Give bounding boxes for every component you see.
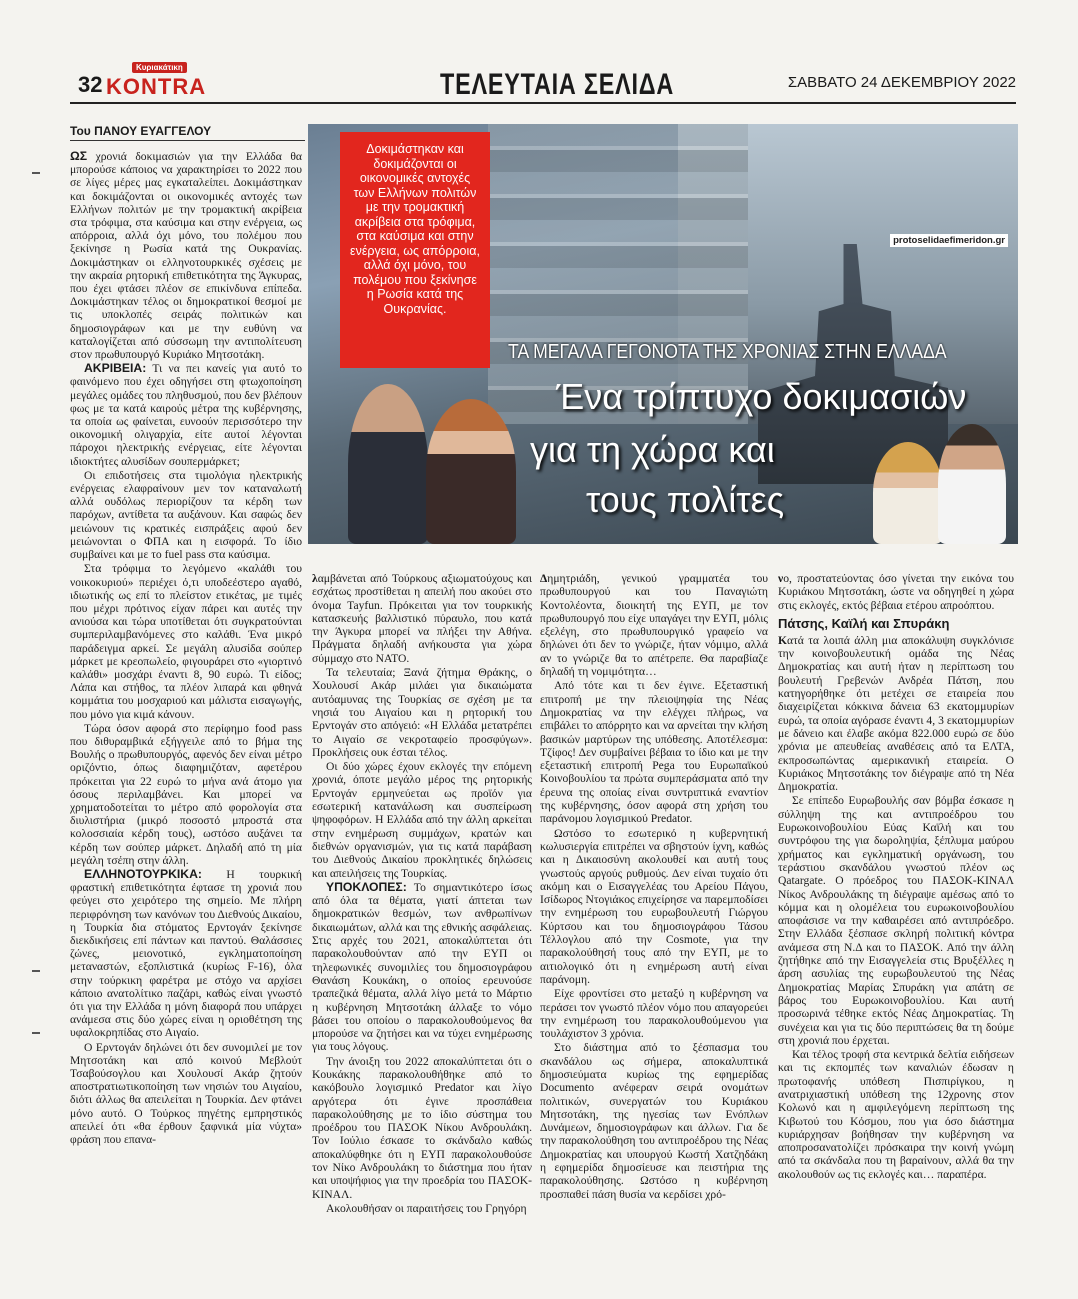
- hero-image: [308, 124, 1018, 544]
- paragraph: Ωστόσο το εσωτερικό η κυβερνητική κωλυσιεργία επιτρέπει να σβηστούν ίχνη, καθώς και η Δικαιοσύνη ακολουθεί και αυτή τους γνωστούς αργούς ρυθμούς. Δεν είναι τυχαίο ότι ακόμη και ο Εισαγγελέας του Αρείου Πάγου, Ισίδωρος Ντογιάκος επιχείρησε να παρεμποδίσει την ενημέρωση του ευρωβουλευτή Γιώργου Κύρτσου και του δημοσιογράφου Τάσου Τέλλογλου από την Cosmote, για την παρακολούθησή τους από την ΕΥΠ, με το αιτιολογικό ότι η ενημέρωση αυτή είναι παράνομη.: [540, 826, 768, 986]
- paragraph: Σε επίπεδο Ευρωβουλής σαν βόμβα έσκασε η σύλληψη της και αντιπροέδρου του Ευρωκοινοβουλίου Εύας Καϊλή και του συντρόφου της για δωροληψία, ξέπλυμα μαύρου χρήματος και εγκληματική οργάνωση, του τεράστιου σκανδάλου γνωστού πλέον ως Qatargate. Ο πρόεδρος του ΠΑΣΟΚ-ΚΙΝΑΛ Νίκος Ανδρουλάκης τη διέγραψε αμέσως από το κόμμα και η ολομέλεια του ευρωκοινοβουλίου αποφάσισε να την καθαιρέσει από αντιπρόεδρο. Στην Ελλάδα ξέσπασε σκληρή πολιτική κόντρα ανάμεσα στη Ν.Δ και το ΠΑΣΟΚ. Από την άλλη ζητήθηκε από την Εισαγγελεία στις Βρυξέλλες η άρση ασυλίας της ευρωβουλευτού της Νέας Δημοκρατίας Μαρίας Σπυράκη για απάτη σε βάρος του Ευρωκοινοβουλίου. Και αυτή προσωρινά τέθηκε εκτός Νέας Δημοκρατίας. Τη συνέχεια και για τις δύο περιπτώσεις θα τη δούμε στη χρονιά που έρχεται.: [778, 794, 1014, 1047]
- article-column-2: [312, 572, 532, 1232]
- paragraph-text: Τι να πει κανείς για αυτό το φαινόμενο που έχει οδηγήσει στη φτωχοποίηση μεγάλες ομάδες του πληθυσμού, που δεν βλέπουν φως με τα κατά καιρούς μέτρα της κυβέρνησης, τα οποία ως φαίνεται, ευνοούν περισσότερο την οικονομική ολιγαρχία, είτε αυτοί λέγονται πάροχοι ηλεκτρικής ενέργειας, είτε λέγονται ιδιοκτήτες αλυσίδων σουπερμάρκετ;: [70, 362, 302, 468]
- paragraph: Τώρα όσον αφορά στο περίφημο food pass που διθυραμβικά εξήγγειλε από το βήμα της Βουλής ο πρωθυπουργός, αφενός δεν είναι μέτρο οριζόντιο, όπως διαφημιζόταν, αφετέρου πρόκειται για 22 ευρώ το μήνα ανά άτομο για όσους περιλαμβάνει. Και μπορεί να χρηματοδοτείται το μέτρο από φορολογία στα διυλιστήρια (μικρό ποσοστό μπροστά στα κολοσσιαία κέρδη τους), ωστόσο αυξάνει τα κέρδη των σούπερ μάρκετ. Δηλαδή από τη μία μεγάλη τσέπη στην άλλη.: [70, 721, 302, 867]
- politician-photo: [938, 424, 1006, 544]
- paragraph: Και τέλος τροφή στα κεντρικά δελτία ειδήσεων και τις εκπομπές των καναλιών έδωσαν η πρωτοφανής υπόθεση Πισπιρίγκου, η ανατριχιαστική υπόθεση της 12χρονης στον Κολωνό και η αμφιλεγόμενη περίπτωση της Κιβωτού του Κόσμου, που για όσο διάστημα κυριάρχησαν βοήθησαν την κυβέρνηση να αποπροσανατολίζει πρόσκαιρα την κοινή γνώμη από τα σκάνδαλα που τη βαραίνουν, αλλά θα την ακολουθούν ως τις εκλογές και… παραπέρα.: [778, 1048, 1014, 1181]
- politician-photo: [426, 399, 516, 544]
- paragraph: [70, 868, 302, 1040]
- paragraph-text: χρονιά δοκιμασιών για την Ελλάδα θα μπορούσε κάποιος να χαρακτηρίσει το 2022 που σε λίγες μέρες μας εγκαταλείπει. Δοκιμάστηκαν και δοκιμάζονται οι οικονομικές αντοχές των Ελλήνων πολιτών με την τρομακτική ακρίβεια στα τρόφιμα, στα καύσιμα και στην ενέργεια, ως απόρροια, αλλά όχι μόνο, του πολέμου που ξεκίνησε η Ρωσία κατά της Ουκρανίας. Δοκιμάστηκαν οι ελληνοτουρκικές σχέσεις με την ακραία ρητορική επιθετικότητα της Άγκυρας, που έχει φτάσει πλέον σε επικίνδυνα επίπεδα. Δοκιμάστηκαν τέλος οι δημοκρατικοί θεσμοί με τις υποκλοπές σειράς πολιτικών και δημοσιογράφων και με την ευθύνη να καταλογίζεται από σύσσωμη την αντιπολίτευση στον πρωθυπουργό Κυριάκο Μητσοτάκη.: [70, 150, 302, 362]
- page-number: 32: [78, 72, 103, 97]
- paragraph: Στα τρόφιμα το λεγόμενο «καλάθι του νοικοκυριού» περιέχει ό,τι υποδεέστερο αγαθό, ιδιωτικής ως επί το πλείστον ετικέτας, με τιμές που μέχρι πρότινος είχαν πάρει και αυτές την ανιούσα και τώρα υποτίθεται ότι συγκρατούνται συμπεριλαμβανόμενες στο καλάθι. Ένα μικρό παράδειγμα αρκεί. Σε μεγάλη αλυσίδα σούπερ μάρκετ με κρεοπωλείο, φιγουράρει στο «γιορτινό καλάθι» μοσχάρι έναντι 8, 90 ευρώ. Τι είδος; Λάπα και στήθος, τα πλέον λιπαρά και φθηνά κομμάτια του μοσχαριού και μάλιστα εισαγωγής, που μόνο για κιμά κάνουν.: [70, 562, 302, 721]
- lead-in: ΩΣ: [70, 149, 88, 163]
- headline-line-1: Ένα τρίπτυχο δοκιμασιών: [556, 376, 967, 417]
- paragraph: Ο Ερντογάν δηλώνει ότι δεν συνομιλεί με τον Μητσοτάκη και από κοινού Μεβλούτ Τσαβούσογλου και Χουλουσί Ακάρ ζητούν αποστρατιωτικοποίηση των νησιών του Αιγαίου, διότι άλλως θα απειλείται η Τουρκία. Δεν φτάνει μόνο αυτό. Ο Τούρκος πηγέτης εμπρηστικός απειλεί ότι «θα έρθουν ξαφνικά μία νύχτα» φράση που επανα-: [70, 1040, 302, 1147]
- logo-title: KONTRA: [106, 74, 207, 99]
- article-column-1: [70, 150, 302, 1240]
- logo-subtitle: Κυριακάτικη: [132, 62, 187, 73]
- byline: Του ΠΑΝΟΥ ΕΥΑΓΓΕΛΟΥ: [70, 124, 305, 141]
- paragraph-text: Το σημαντικότερο ίσως από όλα τα θέματα, γιατί άπτεται των δημοκρατικών θεσμών, των ανθρωπίνων δικαιωμάτων, αλλά και της εθνικής ασφάλειας. Στις αρχές του 2021, αποκαλύπτεται ότι παρακολουθούνταν από την ΕΥΠ οι τηλεφωνικές συνομιλίες του δημοσιογράφου Θανάση Κουκάκη, ο οποίος ερευνούσε τραπεζικά θέματα, αλλά λίγο μετά το Μάρτιο η κυβέρνηση Μητσοτάκη άλλαξε το νόμο βάσει του οποίου ο παρακολουθούμενος θα μπορούσε να ζητήσει και να τύχει ενημέρωσης για τους λόγους.: [312, 880, 532, 1054]
- section-label: ΥΠΟΚΛΟΠΕΣ:: [326, 879, 407, 894]
- pull-quote: Δοκιμάστηκαν και δοκιμάζονται οι οικονομικές αντοχές των Ελλήνων πολιτών με την τρομακτική ακρίβεια στα τρόφιμα, στα καύσιμα και στην ενέργεια, ως απόρροια, αλλά όχι μόνο, του πολέμου που ξεκίνησε η Ρωσία κατά της Ουκρανίας.: [340, 132, 490, 368]
- paragraph: Οι δύο χώρες έχουν εκλογές την επόμενη χρονιά, όποτε μεγάλο μέρος της ρητορικής Ερντογάν ερμηνεύεται ως προϊόν για εσωτερική κατανάλωση και συσπείρωση ψηφοφόρων. Η Ελλάδα από την άλλη αρκείται στην ενημέρωση συμμάχων, κρατών και διεθνών οργανισμών, για τις κατά παράβαση του Διεθνούς Δικαίου προκλητικές δηλώσεις και απειλήσεις της Τουρκίας.: [312, 760, 532, 880]
- section-label: ΕΛΛΗΝΟΤΟΥΡΚΙΚΑ:: [84, 866, 202, 881]
- politician-photo: [348, 384, 428, 544]
- paragraph: Είχε φροντίσει στο μεταξύ η κυβέρνηση να περάσει τον γνωστό πλέον νόμο που απαγορεύει την ενημέρωση του παρακολουθούμενου για τουλάχιστον 3 χρόνια.: [540, 987, 768, 1041]
- headline-line-3: τους πολίτες: [586, 479, 785, 520]
- paragraph: Οι επιδοτήσεις στα τιμολόγια ηλεκτρικής ενέργειας ελαφραίνουν μεν τον καταναλωτή αλλά ουδόλως περιορίζουν τα κέρδη των παρόχων, αντίθετα τα αυξάνουν. Και σαφώς δεν μειώνουν τις κρατικές εισπράξεις αφού δεν μειώνονται ο ΦΠΑ και η εισφορά. Το ίδιο συμβαίνει και με το fuel pass στα καύσιμα.: [70, 468, 302, 562]
- paragraph: Τα τελευταία; Ξανά ζήτημα Θράκης, ο Χουλουσί Ακάρ μιλάει για δικαιώματα αυτόαμυνας της Τουρκίας σε σχέση με τα νησιά του Αιγαίου και η ρητορική του Ερντογάν στο απόγειό: «Η Ελλάδα μετατρέπει το Αιγαίο σε νεκροταφείο προσφύγων». Προκλήσεις ουκ έσται τέλος.: [312, 666, 532, 759]
- paragraph: Κατά τα λοιπά άλλη μια αποκάλυψη συγκλόνισε την κοινοβουλευτική ομάδα της Νέας Δημοκρατίας και αυτή ήταν η περίπτωση του βουλευτή Γρεβενών Ανδρέα Πάτση, που κατηγορήθηκε ότι μετέχει σε εταιρεία που διαχειρίζεται κόκκινα δάνεια 63 εκατομμυρίων ευρώ, τα οποία αγόρασε έναντι 4, 3 εκατομμυρίων με δάνειο και έλαβε ακόμα 822.000 ευρώ σε δύο χρόνια με απευθείας αναθέσεις από τα ΕΛΤΑ, εκπροσωπώντας αμερικανική εταιρεία. Ο Κυριάκος Μητσοτάκης τον διέγραψε από τη Νέα Δημοκρατία.: [778, 633, 1014, 794]
- newspaper-logo: [106, 63, 207, 99]
- paragraph: νο, προστατεύοντας όσο γίνεται την εικόνα του Κυριάκου Μητσοτάκη, ώστε να οδηγηθεί η χώρα στις εκλογές, εκτός βέβαια ετέρου απροόπτου.: [778, 572, 1014, 612]
- paragraph: Στο διάστημα από το ξέσπασμα του σκανδάλου ως σήμερα, αποκαλυπτικά δημοσιεύματα κυρίως της εφημερίδας Documento ανέφεραν σειρά ονομάτων πολιτικών, συνεργατών του Κυριάκου Μητσοτάκη, της ηγεσίας των Ενόπλων Δυνάμεων, δημοσιογράφων και άλλων. Για δε την παρακολούθηση του αντιπροέδρου της Νέας Δημοκρατίας και υπουργού Κωστή Χατζηδάκη η εφημερίδα δημοσίευσε και πειστήρια της παρακολούθησης. Ωστόσο η κυβέρνηση προσπαθεί πάση θυσία να κερδίσει χρό-: [540, 1041, 768, 1201]
- paragraph: [70, 362, 302, 468]
- source-watermark: protoselidaefimeridon.gr: [890, 234, 1008, 247]
- paragraph: [70, 150, 302, 361]
- article-column-3: [540, 572, 768, 1232]
- article-column-4: [778, 572, 1014, 1232]
- page-header: [70, 63, 1016, 104]
- section-title: ΤΕΛΕΥΤΑΙΑ ΣΕΛΙΔΑ: [440, 68, 675, 101]
- paragraph-text: Η τουρκική φραστική επιθετικότητα έφτασε τη χρονιά που φεύγει στο χειρότερο της σημείο. Με πλήρη περιφρόνηση των κανόνων του Διεθνούς Δικαίου, η Τουρκία δια στόματος Ερντογάν ξεκίνησε διεκδικήσεις επί πάντων και παντού. Θαλάσσιες ζώνες, μειονοτικό, εγκληματοποίηση μεταναστών, εξοπλιστικά (κυρίως F-16), όλα στην τούρκικη φαρέτρα με στόχο να αρχίσει κάποιο ανατολίτικο παζάρι, καθώς είναι γνωστό ότι για την Ελλάδα η μόνη διαφορά που υπάρχει ανάμεσα στις δύο χώρες είναι η οριοθέτηση της υφαλοκρηπίδας στο Αιγαίο.: [70, 867, 302, 1040]
- paragraph: Δημητριάδη, γενικού γραμματέα του πρωθυπουργού και του Παναγιώτη Κοντολέοντα, διοικητή της ΕΥΠ, με τον πρωθυπουργό που είχε υπαγάγει την ΕΥΠ, μόλις εξελέγη, στο πρωθυπουργικό γραφείο να δηλώνει ότι δεν το γνώριζε, ήταν νόμιμο, αλλά αν το γνώριζε θα το απέτρεπε. Θα παραβίαζε δηλαδή τη νομιμότητα…: [540, 572, 768, 679]
- headline-line-2: για τη χώρα και: [530, 429, 775, 470]
- headline-kicker: ΤΑ ΜΕΓΑΛΑ ΓΕΓΟΝΟΤΑ ΤΗΣ ΧΡΟΝΙΑΣ ΣΤΗΝ ΕΛΛΑΔΑ: [508, 341, 947, 363]
- section-label: ΑΚΡΙΒΕΙΑ:: [84, 361, 147, 376]
- paragraph: [312, 881, 532, 1054]
- scan-mark: [32, 172, 40, 174]
- politician-photo: [873, 442, 943, 544]
- scan-mark: [32, 970, 40, 972]
- paragraph: λαμβάνεται από Τούρκους αξιωματούχους και εσχάτως προστίθεται η απειλή που ακούει στο όνομα Tayfun. Πρόκειται για τον τουρκικής κατασκευής βαλλιστικό πύραυλο, που κατά την Άγκυρα μπορεί να πλήξει την Αθήνα. Πράγματα δηλαδή ανήκουστα για χώρα σύμμαχο στο ΝΑΤΟ.: [312, 572, 532, 665]
- subheading: Πάτσης, Καϊλή και Σπυράκη: [778, 615, 950, 631]
- paragraph: Ακολουθήσαν οι παραιτήσεις του Γρηγόρη: [326, 1201, 527, 1215]
- issue-date: ΣΑΒΒΑΤΟ 24 ΔΕΚΕΜΒΡΙΟΥ 2022: [787, 74, 1016, 91]
- paragraph: Την άνοιξη του 2022 αποκαλύπτεται ότι ο Κουκάκης παρακολουθήθηκε από το κακόβουλο λογισμικό Predator και λίγο αργότερα ότι έγινε προσπάθεια παρακολούθησης με το ίδιο σύστημα του προέδρου του ΠΑΣΟΚ Νίκου Ανδρουλάκη. Τον Ιούλιο έσκασε το σκάνδαλο καθώς αποκαλύφθηκε ότι η ΕΥΠ παρακολουθούσε τον Νίκο Ανδρουλάκη το διάστημα που ήταν και υποψήφιος για την προεδρία του ΠΑΣΟΚ- ΚΙΝΑΛ.: [312, 1054, 532, 1201]
- paragraph: Από τότε και τι δεν έγινε. Εξεταστική επιτροπή με την πλειοψηφία της Νέας Δημοκρατίας να την ελέγχει πλήρως, να επιβάλει το απόρρητο και να αρνείται την κλήση βασικών μαρτύρων της υπόθεσης. Αποτέλεσμα: Τζίφος! Δεν συμβαίνει βέβαια το ίδιο και με την εξεταστική επιτροπή Pega του Ευρωπαϊκού Κοινοβουλίου τα πρώτα συμπεράσματα από την έρευνα της οποίας είναι συντριπτικά εναντίον της κυβέρνησης, όσον αφορά στη χρήση του παράνομου λογισμικού Predator.: [540, 679, 768, 826]
- scan-mark: [32, 1032, 40, 1034]
